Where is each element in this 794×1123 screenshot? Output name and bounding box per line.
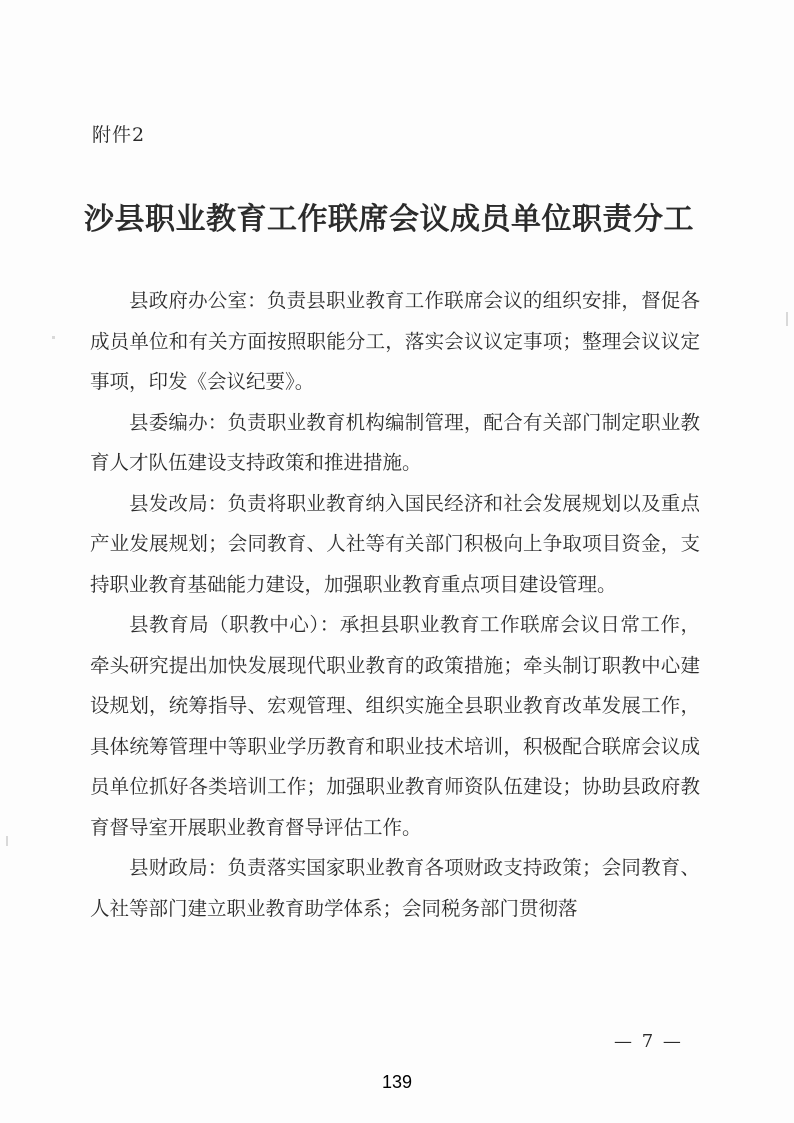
paragraph-finance-bureau: 县财政局：负责落实国家职业教育各项财政支持政策；会同教育、人社等部门建立职业教育助学体系；会同税务部门贯彻落 xyxy=(90,856,700,920)
paragraph-development-reform-bureau: 县发改局：负责将职业教育纳入国民经济和社会发展规划以及重点产业发展规划；会同教育、人社等有关部门积极向上争取项目资金，支持职业教育基础能力建设，加强职业教育重点项目建设管理。 xyxy=(90,491,700,596)
scan-artifact xyxy=(52,336,55,339)
bottom-page-number: 139 xyxy=(381,1072,413,1092)
paragraph-county-government-office: 县政府办公室：负责县职业教育工作联席会议的组织安排，督促各成员单位和有关方面按照职能分工，落实会议议定事项；整理会议议定事项，印发《会议纪要》。 xyxy=(90,289,700,393)
scan-artifact xyxy=(786,312,788,326)
document-body xyxy=(90,281,700,929)
paragraph-county-committee-staffing-office: 县委编办：负责职业教育机构编制管理，配合有关部门制定职业教育人才队伍建设支持政策和推进措施。 xyxy=(90,410,700,474)
page-number: — 7 — xyxy=(614,1031,683,1052)
attachment-label: 附件2 xyxy=(92,124,146,146)
paragraph-education-bureau: 县教育局（职教中心）：承担县职业教育工作联席会议日常工作，牵头研究提出加快发展现代职业教育的政策措施；牵头制订职教中心建设规划，统筹指导、宏观管理、组织实施全县职业教育改革发展工作，具体统筹管理中等职业学历教育和职业技术培训，积极配合联席会议成员单位抓好各类培训工作；加强职业教育师资队伍建设；协助县政府教育督导室开展职业教育督导评估工作。 xyxy=(90,613,700,839)
scan-artifact xyxy=(6,836,8,846)
document-title: 沙县职业教育工作联席会议成员单位职责分工 xyxy=(84,202,694,237)
